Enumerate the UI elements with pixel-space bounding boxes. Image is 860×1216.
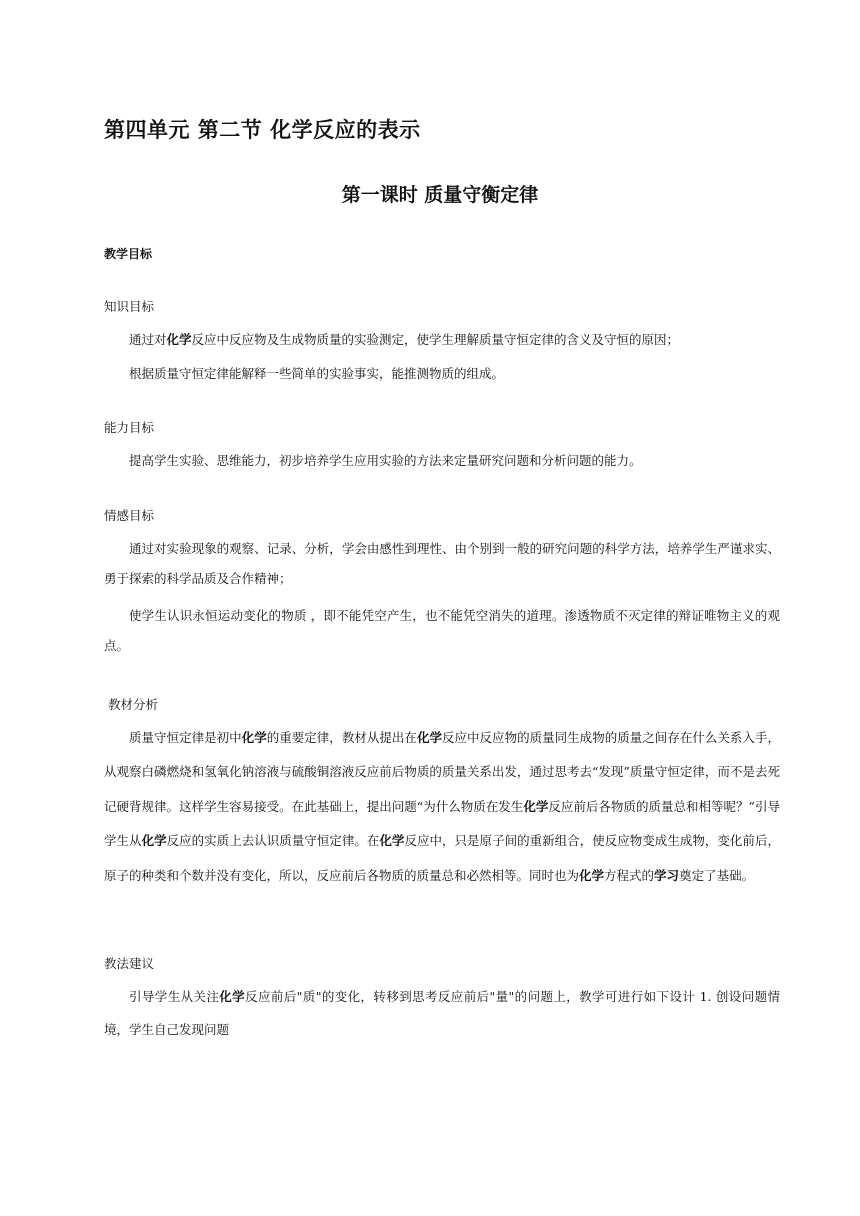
ability-goal-1: 提高学生实验、思维能力，初步培养学生应用实验的方法来定量研究问题和分析问题的能力。 [129,453,642,468]
text-run: 反应前后"质"的变化，转移到思考反应前后"量"的问题上，教学可进行如下设计 1. 创设问题情境，学生自己发现问题 [104,989,780,1037]
keyword-chemistry: 化学 [241,730,267,745]
keyword-chemistry: 化学 [219,989,246,1004]
method-heading: 教法建议 [104,956,155,971]
text-run: 反应中反应物及生成物质量的实验测定，使学生理解质量守恒定律的含义及守恒的原因； [191,332,680,347]
text-run: 反应中反应物的质量同生成物的质量之间存在什么关系入手，从观察白磷燃烧和氢氧化钠溶液与硫酸铜溶液反应前后物质的质量关系出发，通过思考去“发现”质量守恒定律，而不是去死记硬背规律。这样学生容易接受。在此基础上，提出问题“为什么物质在发生 [104,730,780,814]
text-run: 反应前后各物质的质量总和相等呢？”引导学生从 [104,798,780,849]
text-run: 反应中，只是原子间的重新组合，使反应物变成生成物，变化前后，原子的种类和个数并没有变化，所以，反应前后各物质的质量总和必然相等。同时也为 [104,833,780,883]
text-run: 反应的实质上去认识质量守恒定律。在 [166,833,380,849]
keyword-study: 学习 [654,867,680,883]
text-run: 质量守恒定律是初中 [129,730,242,745]
analysis-heading: 教材分析 [104,697,158,712]
lesson-title: 第一课时 质量守衡定律 [341,184,539,206]
keyword-chemistry: 化学 [379,833,405,849]
knowledge-goal-1 [104,325,780,355]
analysis-paragraph [104,721,780,893]
text-run: 的重要定律，教材从提出在 [266,730,417,745]
knowledge-goal-2: 根据质量守恒定律能解释一些简单的实验事实，能推测物质的组成。 [129,366,505,381]
knowledge-goals-heading: 知识目标 [104,299,155,314]
keyword-chemistry: 化学 [523,798,549,814]
emotion-goals-heading: 情感目标 [104,508,155,523]
emotion-goal-2: 使学生认识永恒运动变化的物质 ，即不能凭空产生，也不能凭空消失的道理。渗透物质不灭定律的辩证唯物主义的观点。 [104,608,780,653]
document-title: 第四单元 第二节 化学反应的表示 [104,118,421,142]
text-run: 奠定了基础。 [679,867,755,883]
emotion-goal-1: 通过对实验现象的观察、记录、分析，学会由感性到理性、由个别到一般的研究问题的科学方法，培养学生严谨求实、勇于探索的科学品质及合作精神； [104,541,780,586]
text-run: 方程式的 [604,867,655,883]
keyword-chemistry: 化学 [416,730,442,745]
method-paragraph [104,980,780,1046]
keyword-chemistry: 化学 [579,867,605,883]
keyword-chemistry: 化学 [166,332,192,347]
text-run: 通过对 [129,332,167,347]
keyword-chemistry: 化学 [141,833,167,849]
text-run: 引导学生从关注 [129,989,220,1004]
ability-goals-heading: 能力目标 [104,420,155,435]
teaching-goals-heading: 教学目标 [104,247,153,261]
